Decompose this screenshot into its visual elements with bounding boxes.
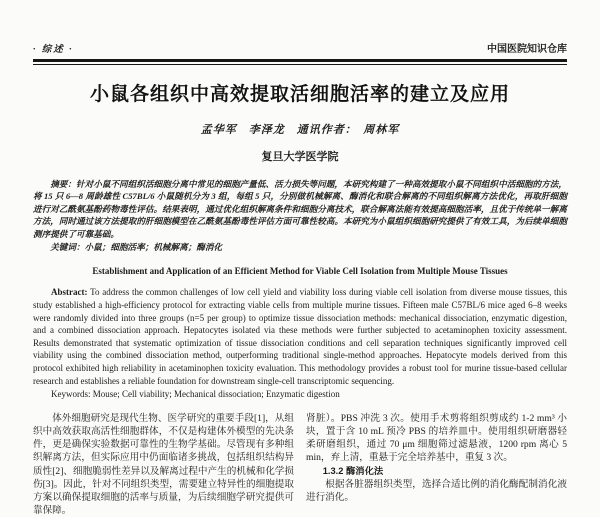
- author-line: 孟华军 李泽龙 通讯作者： 周林军: [200, 124, 400, 136]
- header-double-rule: [33, 59, 567, 65]
- body-left-paragraph: 体外细胞研究是现代生物、医学研究的重要手段[1]，从组织中高效获取高活性细胞群体，不仅是构建体外模型的先决条件，更是确保实验数据可靠性的生物学基础。尽管现有多种组织解离方法，但实际应用中仍面临诸多挑战，包括组织结构异质性[2]、细胞脆弱性差异以及解离过程中产生的机械和化学损伤[3]。因此，针对不同组织类型，需要建立特异性的细胞提取方案以确保提取细胞的活率与质量，为后续细胞学研究提供可靠保障。: [33, 412, 294, 517]
- abstract-english: [33, 286, 567, 387]
- body-right-paragraph-1: 肾脏）。PBS 冲洗 3 次。使用手术剪将组织剪成约 1-2 mm³ 小块，置于含 10 mL 预冷 PBS 的培养皿中。使用组织研磨器轻柔研磨组织，通过 70 μm 细胞筛过滤悬液，1200 rpm 离心 5 min，弃上清，重悬于完全培养基中，重复 3 次。: [306, 412, 567, 464]
- keywords-english: [33, 388, 567, 401]
- body-left-column: [33, 412, 294, 517]
- abstract-english-label: Abstract:: [51, 287, 88, 298]
- paper-title-chinese: 小鼠各组织中高效提取活细胞活率的建立及应用: [89, 84, 510, 105]
- body-two-columns: [33, 412, 567, 517]
- section-heading-132: 1.3.2 酶消化法: [322, 465, 384, 476]
- paper-title-english: Establishment and Application of an Efficient Method for Viable Cell Isolation from Multiple Mouse Tissues: [92, 266, 508, 277]
- abstract-chinese-label: 摘要：: [50, 179, 77, 189]
- column-type-marker: · 综述 ·: [33, 45, 74, 55]
- keywords-english-label: Keywords:: [51, 389, 91, 400]
- affiliation: 复旦大学医学院: [261, 151, 339, 163]
- page-header: [33, 40, 567, 55]
- keywords-english-text: Mouse; Cell viability; Mechanical dissociation; Enzymatic digestion: [90, 389, 340, 400]
- abstract-chinese: [33, 178, 567, 240]
- abstract-english-text: To address the common challenges of low cell yield and viability loss during viable cell isolation from diverse mouse tissues, this study established a high-efficiency protocol for extracting viable cells from multiple murine tissues. Fifteen male C57BL/6 mice aged 6–8 weeks were randomly divided into three groups (n=5 per group) to optimize tissue dissociation methods: mechanical dissociation, enzymatic digestion, and a combined dissociation approach. Hepatocytes isolated via these methods were further subjected to acetaminophen toxicity assessment. Results demonstrated that systematic optimization of tissue dissociation conditions and cell separation techniques significantly improved cell viability using the combined dissociation method, outperforming traditional single-method approaches. Hepatocyte models derived from this protocol exhibited high reliability in acetaminophen toxicity evaluation. This methodology provides a robust tool for murine tissue-based cellular research and establishes a reliable foundation for downstream single-cell transcriptomic sequencing.: [33, 287, 567, 386]
- repository-name: 中国医院知识仓库: [487, 44, 567, 55]
- body-right-column: [306, 412, 567, 517]
- abstract-chinese-text: 针对小鼠不同组织活细胞分离中常见的细胞产量低、活力损失等问题，本研究构建了一种高效提取小鼠不同组织中活细胞的方法，将 15 只 6—8 周龄雄性 C57BL/6 小鼠随机分为 3 组，每组 5 只，分别做机械解离、酶消化和联合解离的不同组织解离方法优化，再取肝细胞进行对乙酰氨基酚药物毒性评估。结果表明，通过优化组织解离条件和细胞分离技术，联合解离法能有效提高细胞活率，且优于传统单一解离方法，同时通过该方法提取的肝细胞模型在乙酰氨基酚毒性评估方面可靠性较高。本研究为小鼠组织细胞研究提供了有效工具，为后续单细胞测序提供了可靠基础。: [33, 179, 567, 239]
- keywords-chinese-label: 关键词：: [50, 242, 85, 253]
- keywords-chinese-text: 小鼠；细胞活率；机械解离；酶消化: [84, 242, 223, 253]
- body-right-paragraph-2: 根据各脏器组织类型，选择合适比例的消化酶配制消化液进行消化。: [306, 478, 567, 503]
- keywords-chinese: [33, 241, 567, 253]
